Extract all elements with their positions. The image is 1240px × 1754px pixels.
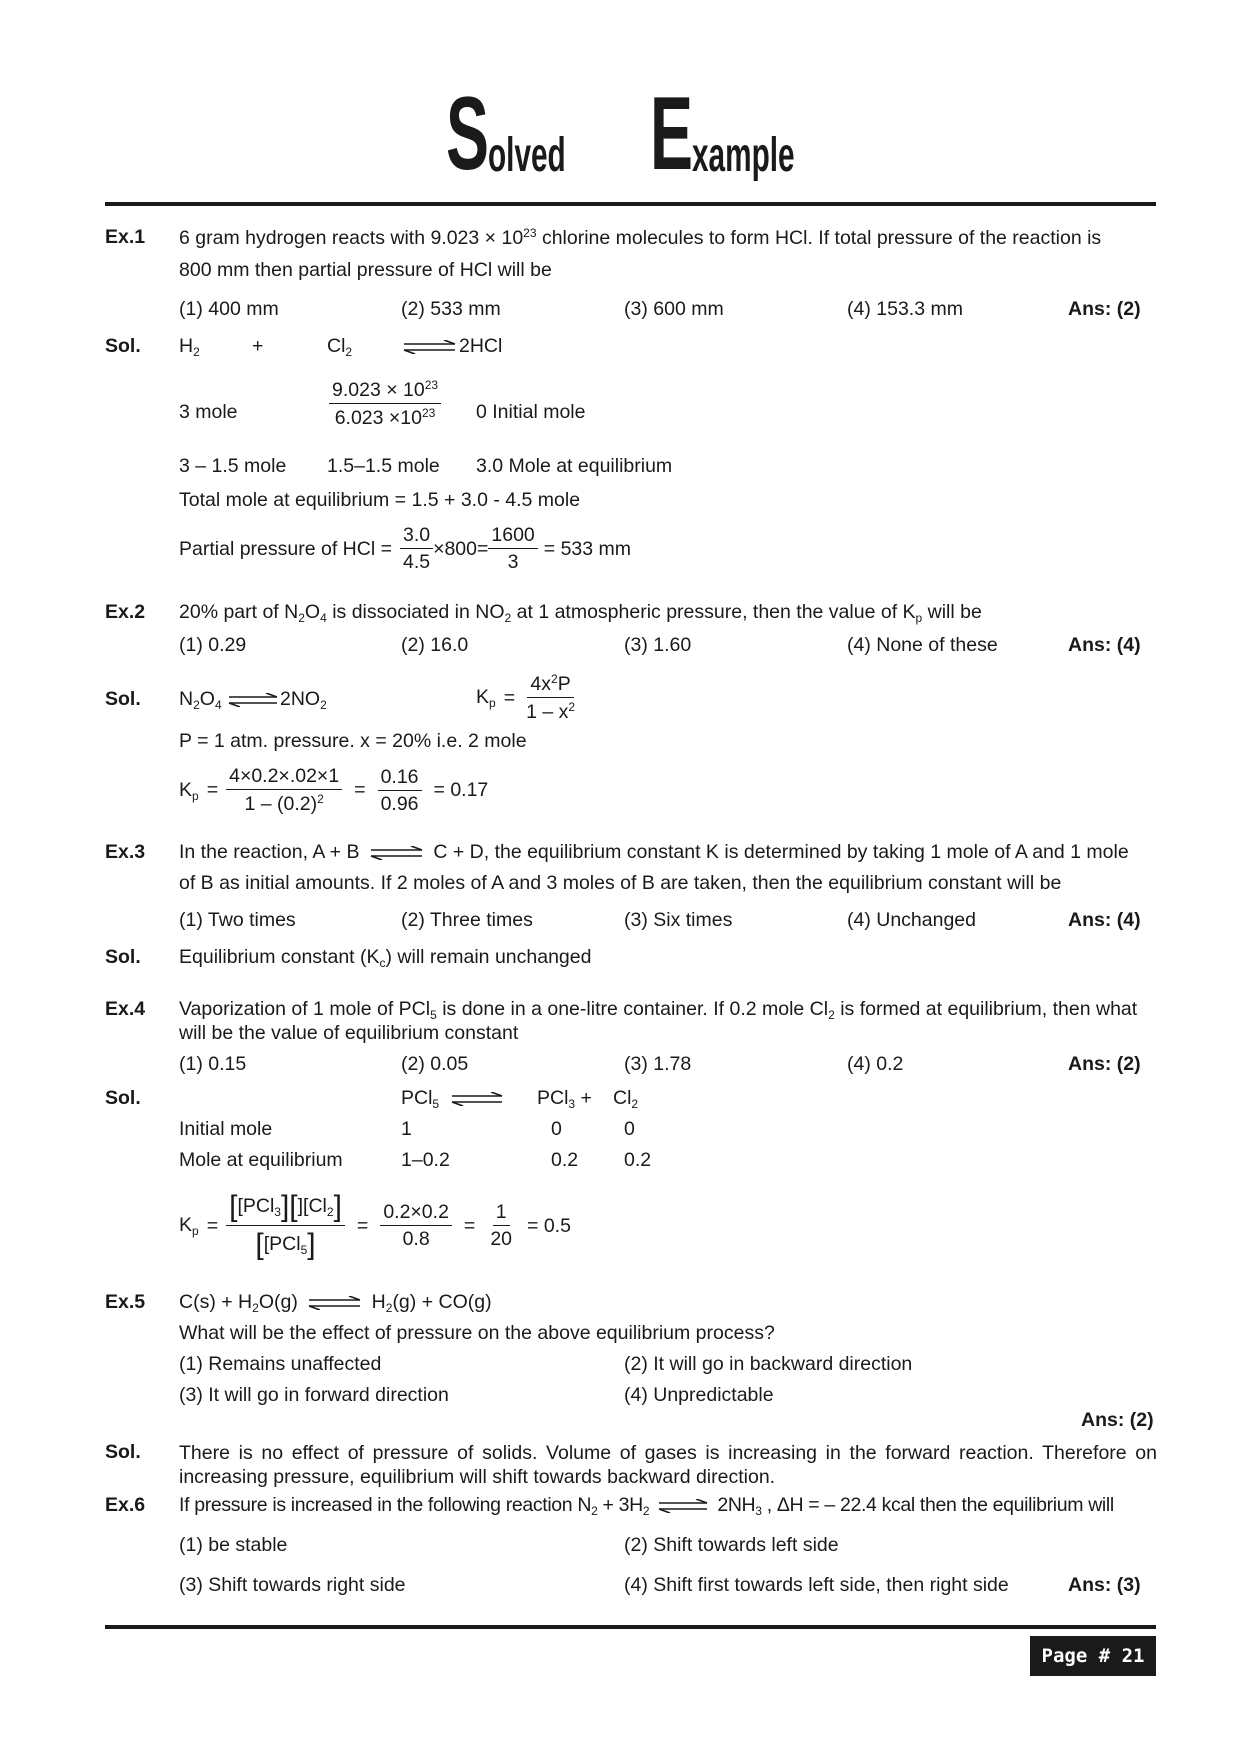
ex6-question: If pressure is increased in the following reaction $N_2 + 3H_2$ $2NH_3$ , ΔH = – 22.4 kcal then the equilibrium will xyxy=(179,1494,1114,1518)
ex1-sol-label: Sol. xyxy=(105,335,141,357)
ex4-answer: Ans: (2) xyxy=(1068,1053,1141,1075)
ex2-option-2: (2) 16.0 xyxy=(401,634,469,656)
ex3-option-3: (3) Six times xyxy=(624,909,733,931)
ex1-partial-pressure: Partial pressure of HCl = $\frac{3.0}{4.5}$ ×800= $\frac{1600}{3}$ = 533 mm xyxy=(179,524,632,573)
ex4-equilibrium-cl2: 0.2 xyxy=(624,1149,652,1171)
ex4-product-pcl3: PCl$_3$ + xyxy=(537,1087,592,1111)
title-initial-e: E xyxy=(650,76,694,192)
ex1-row2-a: 3 – 1.5 mole xyxy=(179,455,287,477)
ex4-reactant-pcl5: PCl$_5$ xyxy=(401,1087,440,1111)
ex4-product-cl2: $Cl_2$ xyxy=(613,1087,639,1111)
ex1-row1-h2-moles: 3 mole xyxy=(179,401,238,423)
ex1-row1-cl2-fraction: $\frac{9.023 \times 10^{23}}{6.023 \times 10^{23}}$ xyxy=(329,378,441,430)
ex2-answer: Ans: (4) xyxy=(1068,634,1141,656)
title-rest-olved: olved xyxy=(488,129,566,182)
ex3-label: Ex.3 xyxy=(105,841,146,863)
ex1-question-line2: 800 mm then partial pressure of HCl will be xyxy=(179,259,552,281)
ex5-solution: There is no effect of pressure of solids. Volume of gases is increasing in the forward reaction. Therefore on increasing pressure, equilibrium will shift towards backward direction. xyxy=(179,1442,1157,1488)
ex2-option-3: (3) 1.60 xyxy=(624,634,692,656)
equilibrium-arrows-icon xyxy=(657,1499,709,1513)
ex4-question-line2: will be the value of equilibrium constant xyxy=(179,1022,519,1044)
ex2-kp-calculation: $K_p$ = $\frac{4\times 0.2\times.02\times 1}{1 - (0.2)^2}$ = $\frac{0.16}{0.96}$ = 0.17 xyxy=(179,765,489,815)
ex3-option-4: (4) Unchanged xyxy=(847,909,976,931)
ex4-option-1: (1) 0.15 xyxy=(179,1053,247,1075)
ex2-option-4: (4) None of these xyxy=(847,634,998,656)
ex2-sol-label: Sol. xyxy=(105,688,141,710)
equilibrium-arrows-icon xyxy=(369,846,424,860)
ex1-product: 2HCl xyxy=(459,335,503,357)
ex4-initial-pcl3: 0 xyxy=(551,1118,562,1140)
ex3-option-1: (1) Two times xyxy=(179,909,296,931)
ex4-equilibrium-pcl3: 0.2 xyxy=(551,1149,579,1171)
page-number: Page # 21 xyxy=(1030,1636,1156,1676)
ex4-kp-calculation: $K_p$ = $\frac{[[PCl_3][][Cl_2]}{[[PCl_5]}$ = $\frac{0.2\times 0.2}{0.8}$ = $\frac{1}{20}$ = 0.5 xyxy=(179,1190,571,1261)
ex3-solution: Equilibrium constant $(K_c)$ will remain unchanged xyxy=(179,946,592,970)
ex5-answer: Ans: (2) xyxy=(1081,1409,1154,1431)
ex3-question-line2: of B as initial amounts. If 2 moles of A and 3 moles of B are taken, then the equilibrium constant will be xyxy=(179,872,1062,894)
ex6-option-3: (3) Shift towards right side xyxy=(179,1574,406,1596)
ex4-question-line1: Vaporization of 1 mole of PCl$_5$ is done in a one-litre container. If 0.2 mole $Cl_2$ is formed at equilibrium, then what xyxy=(179,998,1138,1022)
title-rest-xample: xample xyxy=(692,129,795,182)
header-rule xyxy=(105,202,1156,206)
ex5-question: What will be the effect of pressure on the above equilibrium process? xyxy=(179,1322,775,1344)
ex1-option-3: (3) 600 mm xyxy=(624,298,724,320)
ex4-option-4: (4) 0.2 xyxy=(847,1053,904,1075)
ex1-option-1: (1) 400 mm xyxy=(179,298,279,320)
ex1-plus: + xyxy=(252,335,264,357)
ex6-option-1: (1) be stable xyxy=(179,1534,288,1556)
equilibrium-arrows-icon xyxy=(402,340,457,354)
ex6-label: Ex.6 xyxy=(105,1494,146,1516)
ex4-initial-pcl5: 1 xyxy=(401,1118,412,1140)
ex3-question-line1: In the reaction, A + B C + D, the equilibrium constant K is determined by taking 1 mole of A and 1 mole xyxy=(179,841,1129,863)
equilibrium-arrows-icon xyxy=(307,1296,362,1310)
ex1-row1-initial: 0 Initial mole xyxy=(476,401,586,423)
ex4-label: Ex.4 xyxy=(105,998,146,1020)
footer-rule xyxy=(105,1625,1156,1629)
ex3-sol-label: Sol. xyxy=(105,946,141,968)
ex4-initial-cl2: 0 xyxy=(624,1118,635,1140)
title-initial-s: S xyxy=(446,76,490,192)
ex3-answer: Ans: (4) xyxy=(1068,909,1141,931)
ex5-label: Ex.5 xyxy=(105,1291,146,1313)
equilibrium-arrows-icon xyxy=(450,1092,504,1106)
ex2-label: Ex.2 xyxy=(105,601,146,623)
ex1-row2-b: 1.5–1.5 mole xyxy=(327,455,440,477)
ex1-option-2: (2) 533 mm xyxy=(401,298,501,320)
ex5-option-2: (2) It will go in backward direction xyxy=(624,1353,913,1375)
ex5-option-3: (3) It will go in forward direction xyxy=(179,1384,449,1406)
ex2-option-1: (1) 0.29 xyxy=(179,634,247,656)
ex4-option-2: (2) 0.05 xyxy=(401,1053,469,1075)
ex1-reactant-h2: $H_2$ xyxy=(179,335,200,359)
ex5-reaction: $C(s) + H_2O(g) H_2(g) + CO(g)$ xyxy=(179,1291,492,1315)
ex1-total-moles: Total mole at equilibrium = 1.5 + 3.0 - 4.5 mole xyxy=(179,489,581,511)
ex4-sol-label: Sol. xyxy=(105,1087,141,1109)
ex6-option-4: (4) Shift first towards left side, then right side xyxy=(624,1574,1009,1596)
ex4-initial-label: Initial mole xyxy=(179,1118,273,1140)
ex3-option-2: (2) Three times xyxy=(401,909,533,931)
ex1-row2-c: 3.0 Mole at equilibrium xyxy=(476,455,673,477)
ex2-pressure-line: P = 1 atm. pressure. x = 20% i.e. 2 mole xyxy=(179,730,527,752)
ex6-option-2: (2) Shift towards left side xyxy=(624,1534,839,1556)
ex5-option-4: (4) Unpredictable xyxy=(624,1384,774,1406)
ex1-label: Ex.1 xyxy=(105,226,146,248)
ex2-question: 20% part of $N_2O_4$ is dissociated in $NO_2$ at 1 atmospheric pressure, then the value of $K_p$ will be xyxy=(179,601,982,625)
ex5-option-1: (1) Remains unaffected xyxy=(179,1353,382,1375)
ex6-answer: Ans: (3) xyxy=(1068,1574,1141,1596)
ex5-sol-label: Sol. xyxy=(105,1441,141,1463)
ex4-equilibrium-label: Mole at equilibrium xyxy=(179,1149,343,1171)
ex2-product: $2NO_2$ xyxy=(280,688,327,712)
ex2-kp-formula: $K_p$ = $\frac{4x^2P}{1 - x^2}$ xyxy=(476,672,576,723)
ex4-equilibrium-pcl5: 1–0.2 xyxy=(401,1149,450,1171)
ex1-answer: Ans: (2) xyxy=(1068,298,1141,320)
ex1-reactant-cl2: $Cl_2$ xyxy=(327,335,353,359)
equilibrium-arrows-icon xyxy=(227,693,279,707)
ex4-option-3: (3) 1.78 xyxy=(624,1053,692,1075)
ex1-option-4: (4) 153.3 mm xyxy=(847,298,963,320)
ex1-question-line1: 6 gram hydrogen reacts with $9.023 \times 10^{23}$ chlorine molecules to form HCl. If total pressure of the reaction is xyxy=(179,226,1102,249)
ex2-reactant: $N_2O_4$ xyxy=(179,688,222,712)
